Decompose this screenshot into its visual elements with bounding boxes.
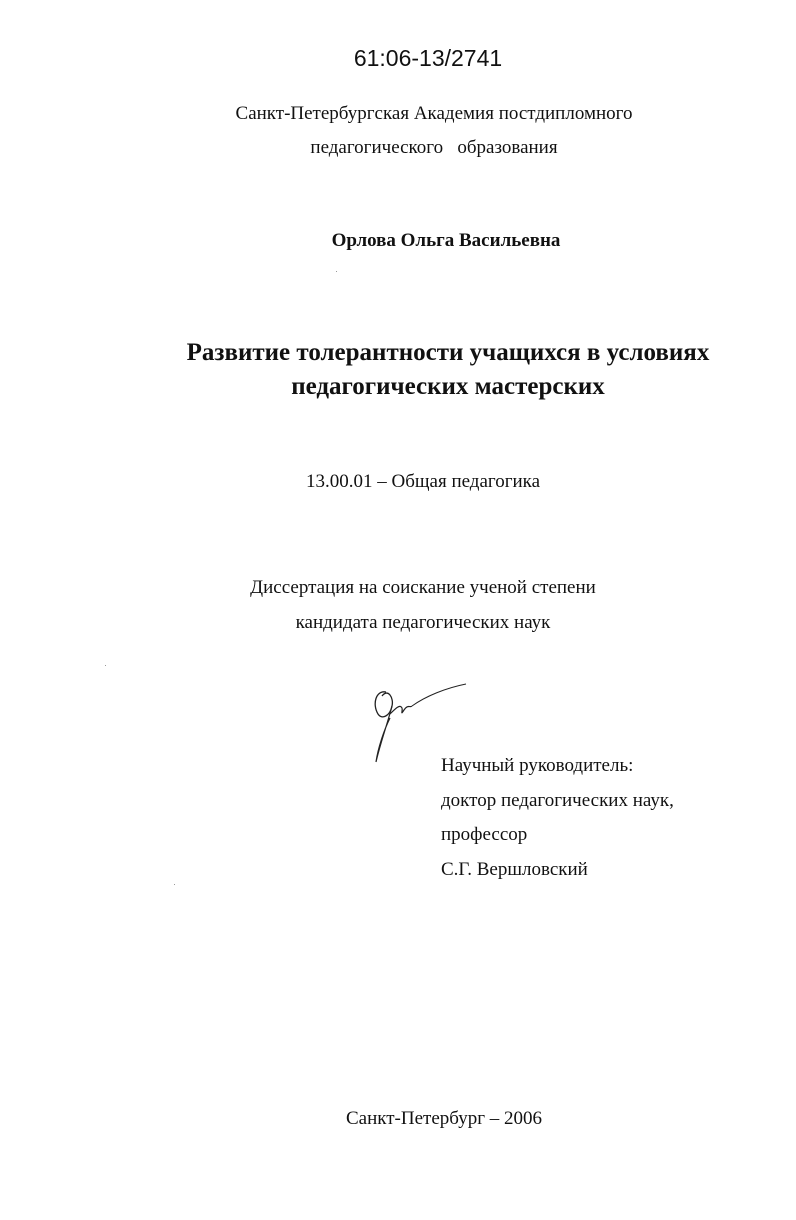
dissertation-line-1: Диссертация на соискание ученой степени [250, 577, 596, 598]
specialty-code: 13.00.01 – Общая педагогика [306, 471, 541, 492]
scan-speck [336, 271, 337, 272]
scan-speck [105, 665, 106, 666]
supervisor-degree: доктор педагогических наук, [441, 790, 674, 811]
institution-line-1: Санкт-Петербургская Академия постдипломного [235, 103, 633, 124]
supervisor-rank: профессор [441, 824, 528, 845]
author-name: Орлова Ольга Васильевна [331, 230, 561, 251]
place-and-year: Санкт-Петербург – 2006 [346, 1108, 543, 1129]
supervisor-name: С.Г. Вершловский [441, 859, 588, 880]
scan-speck [174, 884, 175, 885]
registration-code: 61:06-13/2741 [353, 45, 503, 71]
dissertation-line-2: кандидата педагогических наук [295, 612, 551, 633]
thesis-title-line-1: Развитие толерантности учащихся в условиях [186, 339, 710, 366]
supervisor-label: Научный руководитель: [441, 755, 634, 776]
thesis-title-line-2: педагогических мастерских [291, 373, 605, 400]
institution-line-2: педагогического образования [310, 137, 558, 158]
